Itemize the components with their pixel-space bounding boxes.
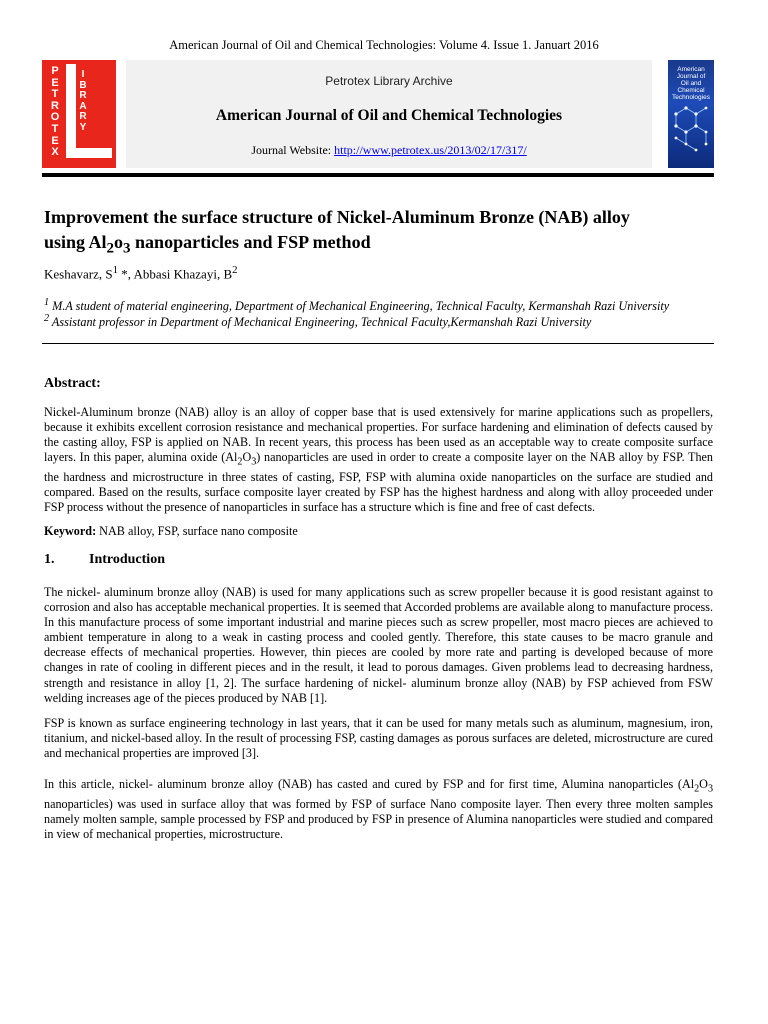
- paper-title: Improvement the surface structure of Nickel-Aluminum Bronze (NAB) alloy using $Al_2o_3$ nanoparticles and FSP method: [44, 207, 630, 257]
- running-head: American Journal of Oil and Chemical Technologies: Volume 4. Issue 1. Januart 2016: [169, 38, 599, 52]
- logo-letters-library: I B R A R Y: [79, 69, 87, 133]
- keywords: [44, 524, 298, 539]
- affiliation-2: $^2$ Assistant professor in Department of Mechanical Engineering, Technical Faculty,Kermanshah Razi University: [44, 313, 592, 330]
- website-link[interactable]: http://www.petrotex.us/2013/02/17/317/: [334, 143, 527, 157]
- keyword-label: Keyword:: [44, 524, 97, 538]
- journal-banner: [42, 60, 714, 168]
- petrotex-library-logo: [42, 60, 116, 168]
- affiliation-1: $^1$ M.A student of material engineering, Department of Mechanical Engineering, Technical Faculty, Kermanshah Razi University: [44, 297, 670, 314]
- banner-center: [126, 60, 652, 168]
- archive-label: Petrotex Library Archive: [325, 74, 453, 88]
- intro-paragraph-3: In this article, nickel- aluminum bronze alloy (NAB) has casted and cured by FSP and for first time, Alumina nanoparticles ($Al_2O_3$ nanoparticles) was used in surface alloy that was formed by FSP of surface Nano composite layer. Then every three molten samples namely molten sample, sample processed by FSP and produced by FSP in presence of Alumina nanoparticles were studied and compared in view of mechanical properties, microstructure.: [44, 777, 713, 841]
- abstract-heading: Abstract:: [44, 376, 101, 391]
- journal-cover-image: [668, 60, 714, 168]
- section-heading-introduction: 1. Introduction: [44, 552, 165, 567]
- logo-letters-petrotex: P E T R O T E X: [50, 65, 60, 159]
- intro-paragraph-1: The nickel- aluminum bronze alloy (NAB) is used for many applications such as screw propeller because it is good resistant against to corrosion and also has acceptable mechanical properties. It is seemed that Accorded problems are available along to manufacture process. In this manufacture process of some important industrial and marine pieces such as screw propeller, most macro pieces are achieved to ambient temperature in along to a weak in casting process and cooled gently. Therefore, this state causes to be macro granule and decrease effects of mechanical properties. However, thin pieces are cooled by more rate and parting is developed because of more changes in rate of cooling in different pieces and in the result, it lead to porous damages. Given problems lead to decreasing hardness, strength and resistance in alloy [1, 2]. The surface hardening of nickel- aluminum bronze alloy (NAB) by FSP achieved from FSW welding increases age of the pieces produced by NAB [1].: [44, 585, 713, 705]
- journal-website: [126, 143, 652, 158]
- keyword-list: NAB alloy, FSP, surface nano composite: [96, 524, 298, 538]
- intro-paragraph-2: FSP is known as surface engineering technology in last years, that it can be used for many metals such as aluminum, magnesium, iron, titanium, and nickel-based alloy. In the result of processing FSP, casting damages as porous surfaces are deleted, microstructure are cured and mechanical properties are improved [3].: [44, 716, 713, 761]
- header-rule: [42, 173, 714, 177]
- website-label: Journal Website:: [251, 143, 335, 157]
- cover-title: American Journal of Oil and Chemical Technologies: [672, 66, 710, 101]
- affiliation-rule: [42, 343, 714, 344]
- molecule-icon: [672, 102, 710, 152]
- author-list: Keshavarz, $S^1$ *, Abbasi Khazayi, $B^2$: [44, 264, 238, 282]
- journal-name: American Journal of Oil and Chemical Technologies: [215, 107, 563, 124]
- abstract-body: Nickel-Aluminum bronze (NAB) alloy is an alloy of copper base that is used extensively for marine applications such as propellers, because it exhibits excellent corrosion resistance and mechanical properties. For surface hardening and elimination of defects caused by the casting alloy, FSP is applied on NAB. In recent years, this process has been used as an acceptable way to create composite surface layers. In this paper, alumina oxide $(Al_2O_3)$ nanoparticles are used in order to create a composite layer on the NAB alloy by FSP. Then the hardness and microstructure in three states of casting, FSP, FSP with alumina oxide nanoparticles on the surface are studied and compared. Based on the results, surface composite layer created by FSP has the highest hardness and along with alloy proceeded under FSP process without the presence of nanoparticles in surface has a structure which is fine and free of cast defects.: [44, 405, 713, 514]
